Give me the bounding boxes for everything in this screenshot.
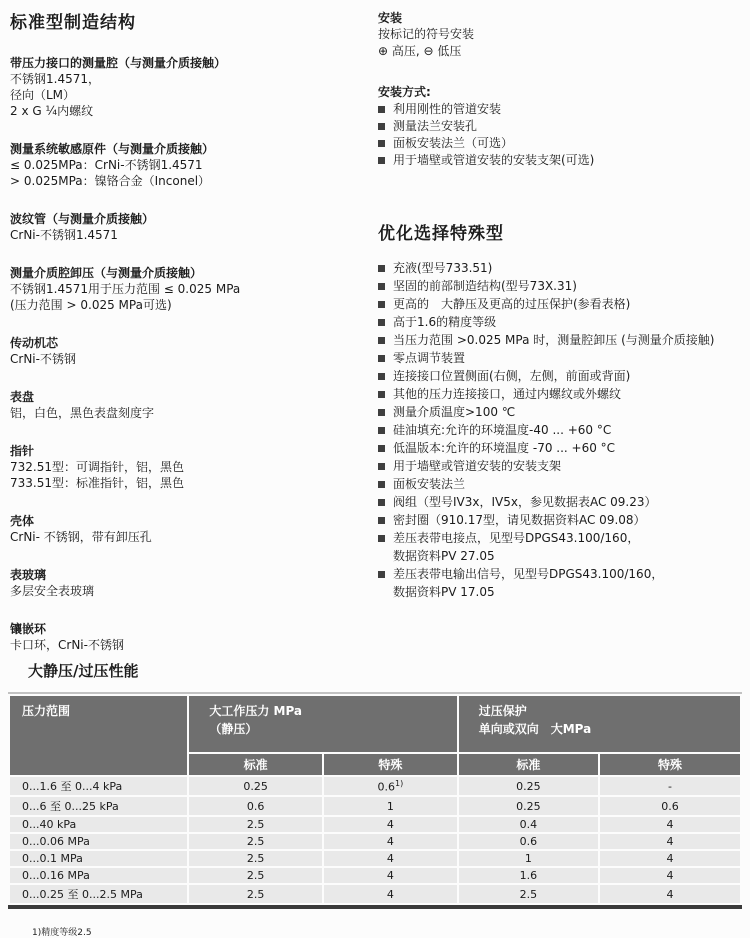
square-bullet-icon (378, 157, 385, 164)
cell-value: 0.25 (188, 776, 323, 796)
square-bullet-icon (378, 373, 385, 380)
section-line: ≤ 0.025MPa：CrNi-不锈钢1.4571 (10, 158, 203, 172)
header-pressure-range: 压力范围 (9, 695, 188, 776)
section-heading: 安装方式: (378, 85, 431, 99)
bullet-text: 阀组（型号IV3x，IV5x，参见数据表AC 09.23） (393, 495, 657, 509)
footnote-marker: 1) (395, 778, 404, 788)
cell-value: 4 (323, 816, 458, 833)
section-line: 多层安全表玻璃 (10, 584, 95, 598)
square-bullet-icon (378, 427, 385, 434)
section-heading: 测量介质腔卸压（与测量介质接触） (10, 266, 203, 280)
section-case (10, 513, 370, 545)
cell-value: 1 (458, 850, 599, 867)
bullet-text: 更高的 大静压及更高的过压保护(参看表格) (393, 297, 631, 311)
bullet-text: 测量法兰安装孔 (393, 119, 478, 133)
section-heading: 壳体 (10, 514, 35, 528)
cell-value: 2.5 (188, 850, 323, 867)
install-line: 按标记的符号安装 (378, 27, 475, 41)
list-item (378, 565, 750, 601)
cell-range: 0...40 kPa (9, 816, 188, 833)
section-heading: 测量系统敏感原件（与测量介质接触） (10, 142, 215, 156)
section-special-options (378, 219, 750, 601)
subheader-standard: 标准 (458, 753, 599, 776)
section-install-method (378, 84, 750, 169)
cell-value: 0.25 (458, 776, 599, 796)
list-item (378, 439, 750, 457)
section-line: CrNi- 不锈钢，带有卸压孔 (10, 530, 152, 544)
list-item (378, 511, 750, 529)
table-row (9, 833, 741, 850)
square-bullet-icon (378, 301, 385, 308)
section-install (378, 10, 750, 60)
square-bullet-icon (378, 535, 385, 542)
cell-value: 0.6 (188, 796, 323, 816)
section-pointer (10, 443, 370, 491)
list-item (378, 493, 750, 511)
bullet-text: 当压力范围 >0.025 MPa 时，测量腔卸压 (与测量介质接触) (393, 333, 715, 347)
square-bullet-icon (378, 355, 385, 362)
table-row (9, 796, 741, 816)
table-bottom-rule (8, 905, 742, 909)
section-line: 铝，白色，黑色表盘刻度字 (10, 406, 155, 420)
section-heading: 传动机芯 (10, 336, 59, 350)
section-line: CrNi-不锈钢1.4571 (10, 228, 118, 242)
section-line: 不锈钢1.4571， (10, 72, 100, 86)
square-bullet-icon (378, 123, 385, 130)
cell-value: 1.6 (458, 867, 599, 884)
cell-value: 4 (323, 867, 458, 884)
cell-value: 1 (323, 796, 458, 816)
header-overpressure-group: 过压保护 单向或双向 大MPa (458, 695, 741, 753)
cell-value: 4 (599, 816, 741, 833)
square-bullet-icon (378, 391, 385, 398)
bullet-text: 用于墙壁或管道安装的安装支架 (393, 459, 562, 473)
cell-value: 2.5 (188, 816, 323, 833)
section-heading: 安装 (378, 11, 403, 25)
table-row (9, 867, 741, 884)
list-item (378, 457, 750, 475)
bullet-text: 坚固的前部制造结构(型号73X.31) (393, 279, 577, 293)
section-movement (10, 335, 370, 367)
square-bullet-icon (378, 319, 385, 326)
section-line: 卡口环，CrNi-不锈钢 (10, 638, 124, 652)
square-bullet-icon (378, 337, 385, 344)
section-dial (10, 389, 370, 421)
square-bullet-icon (378, 571, 385, 578)
cell-range: 0...0.16 MPa (9, 867, 188, 884)
cell-value: 4 (599, 833, 741, 850)
cell-value: 0.6 (599, 796, 741, 816)
left-column (10, 8, 370, 675)
header-working-pressure-group: 大工作压力 MPa （静压） (188, 695, 457, 753)
list-item (378, 331, 750, 349)
right-column (378, 10, 750, 601)
section-heading: 镶嵌环 (10, 622, 47, 636)
square-bullet-icon (378, 463, 385, 470)
section-line: 径向（LM） (10, 88, 76, 102)
cell-value: 0.25 (458, 796, 599, 816)
table-row (9, 884, 741, 904)
performance-table (8, 692, 742, 909)
section-ring (10, 621, 370, 653)
list-item (378, 349, 750, 367)
list-item (378, 421, 750, 439)
cell-value: 0.4 (458, 816, 599, 833)
subheader-standard: 标准 (188, 753, 323, 776)
cell-range: 0...6 至 0...25 kPa (9, 796, 188, 816)
square-bullet-icon (378, 106, 385, 113)
bullet-text: 低温版本:允许的环境温度 -70 ... +60 °C (393, 441, 616, 455)
cell-range: 0...0.25 至 0...2.5 MPa (9, 884, 188, 904)
subheader-special: 特殊 (323, 753, 458, 776)
cell-value: 2.5 (188, 884, 323, 904)
square-bullet-icon (378, 409, 385, 416)
cell-value: 4 (323, 884, 458, 904)
bullet-text: 用于墙壁或管道安装的安装支架(可选) (393, 153, 595, 167)
cell-value (323, 776, 458, 796)
cell-value: 2.5 (188, 833, 323, 850)
bullet-text: 利用刚性的管道安装 (393, 102, 502, 116)
bullet-text: 面板安装法兰 (393, 477, 466, 491)
cell-range: 0...0.06 MPa (9, 833, 188, 850)
square-bullet-icon (378, 265, 385, 272)
bullet-text: 密封圈（910.17型，请见数据资料AC 09.08） (393, 513, 646, 527)
cell-value: 4 (599, 867, 741, 884)
list-item (378, 475, 750, 493)
section-measuring-chamber (10, 55, 370, 119)
list-item (378, 403, 750, 421)
section-heading: 表盘 (10, 390, 35, 404)
section-line: 不锈钢1.4571用于压力范围 ≤ 0.025 MPa (10, 282, 241, 296)
table-title: 大静压/过压性能 (28, 662, 139, 680)
square-bullet-icon (378, 517, 385, 524)
cell-value: 4 (323, 850, 458, 867)
bullet-text: 其他的压力连接接口，通过内螺纹或外螺纹 (393, 387, 622, 401)
bullet-text: 高于1.6的精度等级 (393, 315, 497, 329)
list-item (378, 101, 750, 118)
list-item (378, 152, 750, 169)
list-item (378, 135, 750, 152)
section-heading: 表玻璃 (10, 568, 47, 582)
bullet-text: 面板安装法兰（可选） (393, 136, 514, 150)
bullet-text: 差压表带电接点，见型号DPGS43.100/160， 数据资料PV 27.05 (393, 531, 640, 563)
performance-section (0, 660, 750, 938)
table-row (9, 816, 741, 833)
section-heading: 指针 (10, 444, 35, 458)
section-line: (压力范围 > 0.025 MPa可选) (10, 298, 172, 312)
square-bullet-icon (378, 499, 385, 506)
section-line: > 0.025MPa：镍铬合金（Inconel） (10, 174, 211, 188)
subheader-special: 特殊 (599, 753, 741, 776)
list-item (378, 385, 750, 403)
square-bullet-icon (378, 445, 385, 452)
table-row (9, 776, 741, 796)
section-heading: 带压力接口的测量腔（与测量介质接触） (10, 56, 227, 70)
section-bellows (10, 211, 370, 243)
bullet-text: 硅油填充:允许的环境温度-40 ... +60 °C (393, 423, 612, 437)
table-header-row (9, 695, 741, 753)
section-window (10, 567, 370, 599)
square-bullet-icon (378, 481, 385, 488)
cell-value-text: 0.6 (377, 780, 395, 794)
list-item (378, 295, 750, 313)
cell-value: 4 (599, 850, 741, 867)
cell-value: 2.5 (188, 867, 323, 884)
cell-value: 4 (323, 833, 458, 850)
section-line: 732.51型：可调指针，铝，黑色 (10, 460, 184, 474)
cell-value: 0.6 (458, 833, 599, 850)
page-title: 标准型制造结构 (10, 13, 136, 33)
cell-range: 0...0.1 MPa (9, 850, 188, 867)
bullet-text: 差压表带电输出信号，见型号DPGS43.100/160， 数据资料PV 17.05 (393, 567, 664, 599)
bullet-text: 零点调节装置 (393, 351, 466, 365)
section-line: CrNi-不锈钢 (10, 352, 76, 366)
cell-value: - (599, 776, 741, 796)
square-bullet-icon (378, 283, 385, 290)
cell-value: 2.5 (458, 884, 599, 904)
list-item (378, 118, 750, 135)
list-item (378, 313, 750, 331)
cell-range: 0...1.6 至 0...4 kPa (9, 776, 188, 796)
section-line: 733.51型：标准指针，铝，黑色 (10, 476, 184, 490)
section-sensitive-element (10, 141, 370, 189)
footnote: 1)精度等级2.5 (32, 928, 92, 938)
list-item (378, 277, 750, 295)
section-line: 2 x G ¼内螺纹 (10, 104, 94, 118)
install-symbols-line: ⊕ 高压, ⊖ 低压 (378, 44, 462, 58)
list-item (378, 529, 750, 565)
list-item (378, 259, 750, 277)
bullet-text: 测量介质温度>100 ℃ (393, 405, 516, 419)
section-heading: 波纹管（与测量介质接触） (10, 212, 155, 226)
cell-value: 4 (599, 884, 741, 904)
section-relief (10, 265, 370, 313)
square-bullet-icon (378, 140, 385, 147)
list-item (378, 367, 750, 385)
table-row (9, 850, 741, 867)
bullet-text: 充液(型号733.51) (393, 261, 493, 275)
section-title: 优化选择特殊型 (378, 224, 504, 244)
bullet-text: 连接接口位置侧面(右侧，左侧，前面或背面) (393, 369, 631, 383)
